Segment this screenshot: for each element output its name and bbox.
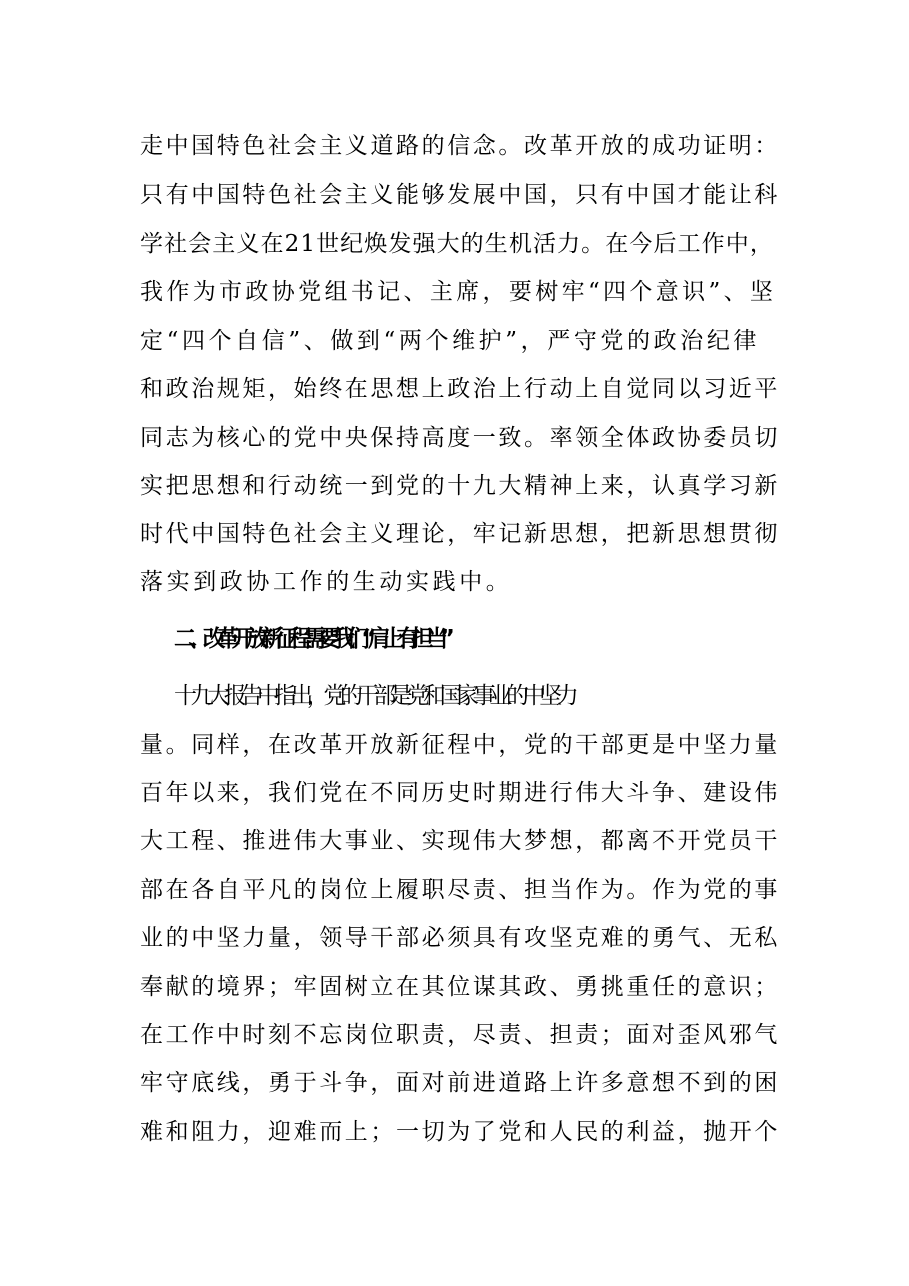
paragraph-line: 时代中国特色社会主义理论，牢记新思想，把新思想贯彻 [140,521,780,547]
paragraph-line: 实把思想和行动统一到党的十九大精神上来，认真学习新 [140,473,780,499]
paragraph-line: 落实到政协工作的生动实践中。 [140,569,513,595]
paragraph-line: 奉献的境界；牢固树立在其位谋其政、勇挑重任的意识； [140,974,780,1000]
paragraph-line: 百年以来，我们党在不同历史时期进行伟大斗争、建设伟 [140,780,780,806]
section-heading: 二、改革开放新征程需要我们“肩上有担当” [174,626,447,652]
paragraph-line: 十九大报告中指出，党的干部是党和国家事业的中坚力 [174,683,573,709]
paragraph-line: 学社会主义在21世纪焕发强大的生机活力。在今后工作中， [140,231,774,257]
paragraph-line: 我作为市政协党组书记、主席，要树牢“四个意识”、坚 [140,279,777,305]
paragraph-line: 量。同样，在改革开放新征程中，党的干部更是中坚力量 [140,732,780,758]
paragraph-line: 业的中坚力量，领导干部必须具有攻坚克难的勇气、无私 [140,925,780,951]
paragraph-line: 牢守底线，勇于斗争，面对前进道路上许多意想不到的困 [140,1070,780,1096]
paragraph-line: 同志为核心的党中央保持高度一致。率领全体政协委员切 [140,425,780,451]
paragraph-line: 定“四个自信”、做到“两个维护”，严守党的政治纪律 [140,328,761,354]
paragraph-line: 在工作中时刻不忘岗位职责，尽责、担责；面对歪风邪气 [140,1022,780,1048]
paragraph-line: 难和阻力，迎难而上；一切为了党和人民的利益，抛开个 [140,1119,780,1145]
paragraph-line: 只有中国特色社会主义能够发展中国，只有中国才能让科 [140,182,780,208]
paragraph-line: 部在各自平凡的岗位上履职尽责、担当作为。作为党的事 [140,877,780,903]
paragraph-line: 大工程、推进伟大事业、实现伟大梦想，都离不开党员干 [140,828,780,854]
paragraph-line: 和政治规矩，始终在思想上政治上行动上自觉同以习近平 [140,376,780,402]
paragraph-line: 走中国特色社会主义道路的信念。改革开放的成功证明： [140,133,780,159]
